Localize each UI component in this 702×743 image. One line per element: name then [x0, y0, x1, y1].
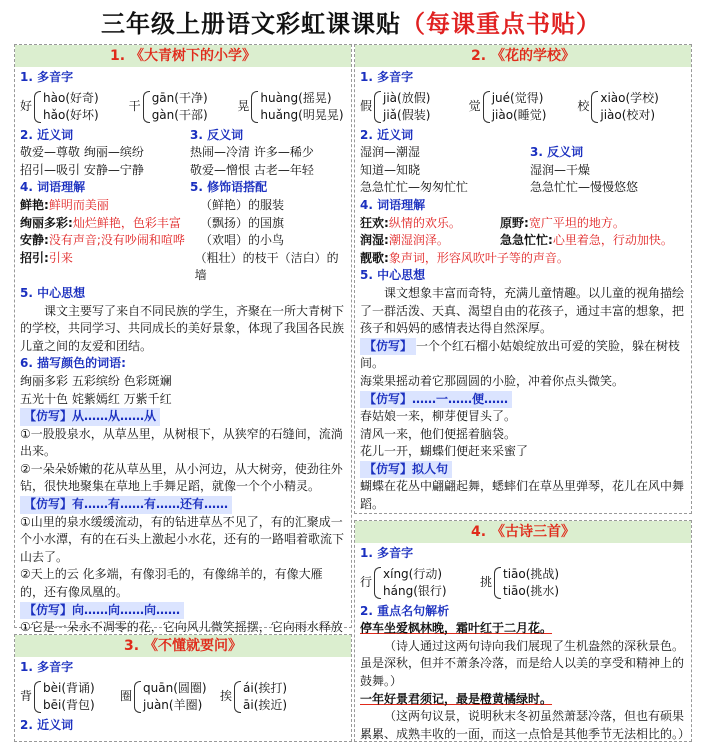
antonym-heading: 3. 反义词	[530, 145, 584, 160]
synonym-heading: 2. 近义词	[20, 127, 74, 142]
imitation-example: 春姑娘一来，柳芽便冒头了。	[360, 409, 517, 424]
quote-explanation: （诗人通过这两句诗向我们展现了生机盎然的深秋景色。虽是深秋，但并不萧条冷落，而是给人以美的享受和精神上的鼓舞。）	[360, 638, 685, 688]
imitation-tag: 【仿写】拟人句	[360, 461, 452, 479]
lesson-2-panel: 2. 《花的学校》 1. 多音字 假 jià(放假) jiǎ(假装) 觉 jué(觉得) jiào(睡觉) 校 xiào(学校) jiào(校对) 2. 近义词 湿润—潮湿 3. 反义词 知道—知晓 湿润—干燥 急急忙忙—匆匆忙忙 急急忙忙—慢慢悠悠 4. 词语理解 狂欢:纵情的欢乐。 原野:宽广平坦的地方。 润湿:潮湿润泽。 急急忙忙:心里着急，行动加快。 靓歌:象声词，形容风吹叶子等的声音。 5. 中心思想 课文想象丰富而奇特，充满儿童情趣。以儿童的视角描绘了一群活泼、天真、渴望自由的花孩子，通过丰富的想象，把孩子和妈妈的感情表达得自然深厚。 【仿写】 一个个红石榴小姑娘绽放出可爱的笑脸，躲在树枝间。 海棠果摇动着它那圆圆的小脸，冲着你点头微笑。 【仿写】……一……便…… 春姑娘一来，柳芽便冒头了。 清风一来，他们便摇着脑袋。 花儿一开，蝴蝶们便赶来采蜜了 【仿写】拟人句 蝴蝶在花丛中翩翩起舞，蟋蟀们在草丛里弹琴，花儿在风中舞蹈。	[354, 44, 692, 514]
vocab-heading: 4. 词语理解	[20, 180, 86, 195]
imitation-example: 花儿一开，蝴蝶们便赶来采蜜了	[360, 444, 529, 459]
color-words-row: 五光十色 姹紫嫣红 万紫千红	[20, 391, 172, 406]
lesson-1-header: 1. 《大青树下的小学》	[15, 45, 351, 67]
polyphone-heading: 1. 多音字	[20, 660, 74, 674]
theme-heading: 5. 中心思想	[360, 268, 426, 283]
synonym-row: 急急忙忙—匆匆忙忙	[360, 180, 469, 195]
modifier-heading: 5. 修饰语搭配	[190, 180, 268, 195]
imitation-example: 海棠果摇动着它那圆圆的小脸，冲着你点头微笑。	[360, 373, 625, 388]
lesson-3-header: 3. 《不懂就要问》	[15, 635, 351, 657]
imitation-example: ①一股股泉水，从草丛里，从树根下，从狭窄的石缝间，流淌出来。	[20, 426, 343, 459]
lesson-4-header: 4. 《古诗三首》	[355, 521, 691, 543]
lesson-1-panel: 1. 《大青树下的小学》 1. 多音字 好 hào(好奇) hǎo(好坏) 干 gān(干净) gàn(干部) 晃 huàng(摇晃) huǎng(明晃晃) 2. 近义词 3. 反义词 敬爱—尊敬 绚丽—缤纷 热闹—冷清 许多—稀少 招引—吸引 安静—宁静 敬爱—憎恨 古老—年轻 4. 词语理解 5. 修饰语搭配 鲜艳:鲜明而美丽 （鲜艳）的服装 绚丽多彩:灿烂鲜艳，色彩丰富 （飘扬）的国旗 安静:没有声音;没有吵闹和喧哗 （欢唱）的小鸟 招引:引来 （粗壮）的枝干（洁白）的墙 5. 中心思想 课文主要写了来自不同民族的学生，齐聚在一所大青树下的学校，共同学习、共同成长的美好景象，体现了我国各民族儿童之间的友爱和团结。 6. 描写颜色的词语: 绚丽多彩 五彩缤纷 色彩斑斓 五光十色 姹紫嫣红 万紫千红 【仿写】从……从……从 ①一股股泉水，从草丛里，从树根下，从狭窄的石缝间，流淌出来。 ②一朵朵娇嫩的花从草丛里，从小河边，从大树旁，使劲往外钻，很快地聚集在草地上手舞足蹈，就像一个个小精灵。 【仿写】有……有……有……还有…… ①山里的泉水缓缓流动，有的钻进草丛不见了，有的汇聚成一个小水潭，有的在石头上激起小水花，还有的一路唱着歌流下山去了。 ②天上的云 化多端，有像羽毛的，有像绵羊的，有像大雁的，还有像凤凰的。 【仿写】向……向……向…… ①它是一朵永不凋零的花，它向风儿微笑摇摆，它向雨水释放	[14, 44, 352, 628]
imitation-example: ②天上的云 化多端，有像羽毛的，有像绵羊的，有像大雁的，还有像凤凰的。	[20, 567, 323, 600]
imitation-example: ②一朵朵娇嫩的花从草丛里，从小河边，从大树旁，使劲往外钻，很快地聚集在草地上手舞足蹈，就像一个个小精灵。	[20, 461, 343, 494]
antonym-heading: 3. 反义词	[190, 127, 244, 142]
polyphone-group: 干 gān(干净) gàn(干部)	[128, 90, 208, 122]
polyphone-heading: 1. 多音字	[20, 70, 74, 84]
lesson-4-panel	[354, 520, 692, 742]
synonym-row: 湿润—潮湿	[360, 145, 421, 160]
imitation-tag: 【仿写】……一……便……	[360, 391, 512, 409]
antonym-row: 急急忙忙—慢慢悠悠	[530, 180, 639, 195]
polyphone-group: 圈 quān(圆圈) juàn(羊圈)	[120, 680, 207, 712]
page-title: 三年级上册语文彩虹课课贴（每课重点书贴）	[101, 9, 601, 38]
imitation-example: 清风一来，他们便摇着脑袋。	[360, 426, 517, 441]
lesson-2-header: 2. 《花的学校》	[355, 45, 691, 67]
theme-heading: 5. 中心思想	[20, 285, 86, 300]
key-quote: 一年好景君须记，最是橙黄橘绿时。	[360, 691, 553, 706]
imitation-tag: 【仿写】	[360, 338, 416, 356]
antonym-row: 敬爱—憎恨 古老—年轻	[190, 162, 314, 177]
synonym-row: 敬爱—尊敬 绚丽—缤纷	[20, 145, 144, 160]
theme-text: 课文主要写了来自不同民族的学生，齐聚在一所大青树下的学校，共同学习、共同成长的美好景象，体现了我国各民族儿童之间的友爱和团结。	[20, 303, 345, 353]
synonym-heading: 2. 近义词	[20, 717, 74, 732]
polyphone-heading: 1. 多音字	[360, 546, 414, 560]
polyphone-group: 假 jià(放假) jiǎ(假装)	[360, 90, 431, 122]
key-quote: 停车坐爱枫林晚，霜叶红于二月花。	[360, 621, 553, 636]
imitation-example: ①它是一朵永不凋零的花，它向风儿微笑摇摆，它向雨水释放	[20, 620, 343, 635]
antonym-row: 热闹—冷清 许多—稀少	[190, 145, 314, 160]
quote-explanation: （这两句议景，说明秋末冬初虽然萧瑟冷落，但也有硕果累累、成熟丰收的一面，而这一点恰是其他季节无法相比的。）	[360, 709, 691, 741]
polyphone-group: 挑 tiāo(挑战) tiāo(挑水)	[480, 566, 560, 598]
theme-text: 课文想象丰富而奇特，充满儿童情趣。以儿童的视角描绘了一群活泼、天真、渴望自由的花孩子，通过丰富的想象，把孩子和妈妈的感情表达得自然深厚。	[360, 285, 685, 336]
polyphone-group: 觉 jué(觉得) jiào(睡觉)	[468, 90, 547, 122]
antonym-row: 湿润—干燥	[530, 162, 591, 177]
imitation-tag: 【仿写】从……从……从	[20, 408, 160, 426]
imitation-example: 蝴蝶在花丛中翩翩起舞，蟋蟀们在草丛里弹琴，花儿在风中舞蹈。	[360, 479, 685, 512]
color-words-heading: 6. 描写颜色的词语:	[20, 356, 126, 371]
polyphone-group: 背 bèi(背诵) bēi(背包)	[20, 680, 95, 712]
synonym-row: 知道—知晓	[360, 162, 421, 177]
imitation-tag: 【仿写】向……向……向……	[20, 602, 184, 620]
polyphone-heading: 1. 多音字	[360, 70, 414, 84]
synonym-heading: 2. 近义词	[360, 127, 414, 142]
synonym-row: 招引—吸引 安静—宁静	[20, 162, 144, 177]
polyphone-group: 校 xiào(学校) jiào(校对)	[577, 90, 659, 122]
polyphone-group: 挨 ái(挨打) āi(挨近)	[220, 680, 288, 712]
lesson-3-panel	[14, 634, 352, 742]
imitation-example: ①山里的泉水缓缓流动，有的钻进草丛不见了，有的汇聚成一个小水潭，有的在石头上激起小水花，还有的一路唱着歌流下山去了。	[20, 514, 345, 564]
imitation-tag: 【仿写】有……有……有……还有……	[20, 496, 232, 514]
quote-heading: 2. 重点名句解析	[360, 603, 450, 618]
polyphone-group: 晃 huàng(摇晃) huǎng(明晃晃)	[237, 90, 344, 122]
vocab-heading: 4. 词语理解	[360, 197, 426, 212]
polyphone-group: 行 xíng(行动) háng(银行)	[360, 566, 447, 598]
polyphone-group: 好 hào(好奇) hǎo(好坏)	[20, 90, 99, 122]
color-words-row: 绚丽多彩 五彩缤纷 色彩斑斓	[20, 373, 172, 388]
